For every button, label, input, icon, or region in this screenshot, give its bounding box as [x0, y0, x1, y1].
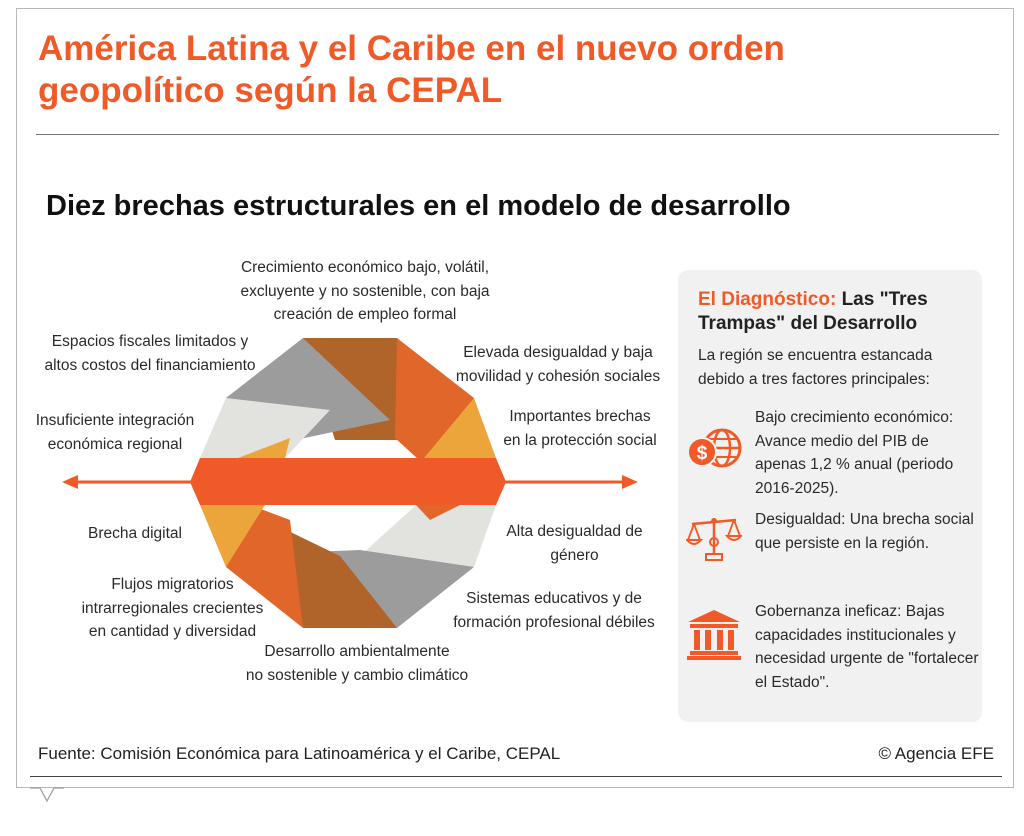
panel-title: [698, 288, 968, 336]
gap-lower-right-line-2: género: [550, 546, 599, 564]
gap-upper-left-line-1: Espacios fiscales limitados y: [51, 333, 249, 350]
svg-text:$: $: [696, 443, 708, 464]
gap-upper-right-line-1: Elevada desigualdad y baja: [463, 344, 653, 361]
panel-intro: La región se encuentra estancada debido a tres factores principales:: [698, 347, 933, 388]
title-line-1: América Latina y el Caribe en el nuevo orden: [38, 29, 785, 68]
credit-text: © Agencia EFE: [878, 744, 994, 763]
gap-upper-right-line-2: movilidad y cohesión sociales: [455, 367, 661, 385]
gap-top-line-3: creación de empleo formal: [273, 306, 457, 323]
gap-top-line-1: Crecimiento económico bajo, volátil,: [240, 259, 490, 276]
gap-right-bottom-line-1: Sistemas educativos y de: [466, 590, 642, 607]
panel-title-rest: Las "Tres Trampas" del Desarrollo: [698, 289, 928, 334]
gap-right-bottom-line-2: formación profesional débiles: [453, 613, 655, 631]
gap-label-upper-left: [30, 330, 270, 377]
gap-bottom-line-1: Desarrollo ambientalmente: [264, 643, 450, 660]
gap-top-line-2: excluyente y no sostenible, con baja: [240, 282, 490, 300]
gap-label-left-bottom: [50, 573, 295, 644]
gap-label-right-bottom: [436, 587, 672, 634]
section-subtitle: Diez brechas estructurales en el modelo de desarrollo: [46, 190, 791, 222]
gap-upper-left-line-2: altos costos del financiamiento: [44, 356, 256, 374]
gap-left-bottom-line-2: intrarregionales crecientes: [81, 599, 264, 617]
gap-mid-right-line-1: Importantes brechas: [509, 408, 651, 425]
gap-lower-right-line-1: Alta desigualdad de: [506, 523, 643, 540]
factor-governance: Gobernanza ineficaz: Bajas capacidades institucionales y necesidad urgente de "fortalecer el Estado".: [755, 603, 979, 691]
gap-label-upper-right: [442, 341, 674, 388]
frame-tail: [30, 787, 64, 807]
gap-bottom-line-2: no sostenible y cambio climático: [245, 666, 469, 684]
footer-divider: [30, 776, 1002, 777]
panel-title-accent: El Diagnóstico:: [698, 289, 837, 310]
diagnosis-panel: [678, 270, 982, 722]
central-band: [190, 458, 506, 505]
gap-lower-left-line-1: Brecha digital: [88, 525, 182, 542]
axis-arrow-left: [62, 475, 78, 489]
source-text: Fuente: Comisión Económica para Latinoamérica y el Caribe, CEPAL: [38, 744, 561, 763]
gap-mid-right-line-2: en la protección social: [503, 431, 657, 449]
gap-label-top: [215, 256, 515, 327]
gap-label-mid-left: [20, 409, 210, 456]
gap-mid-left-line-1: Insuficiente integración: [35, 412, 195, 429]
gap-left-bottom-line-1: Flujos migratorios: [111, 576, 234, 593]
balance-scale-icon: [686, 512, 742, 564]
globe-dollar-icon: [686, 426, 742, 470]
title-line-2: geopolítico según la CEPAL: [38, 71, 503, 110]
gap-label-bottom: [222, 640, 492, 687]
gap-label-mid-right: [490, 405, 670, 452]
gap-label-lower-left: [60, 522, 210, 546]
gap-label-lower-right: [492, 520, 657, 567]
factor-low-growth: Bajo crecimiento económico: Avance medio del PIB de apenas 1,2 % anual (periodo 2016-2025).: [755, 409, 954, 497]
factor-inequality: Desigualdad: Una brecha social que persiste en la región.: [755, 511, 974, 552]
gap-left-bottom-line-3: en cantidad y diversidad: [88, 623, 257, 640]
government-building-icon: [686, 608, 742, 660]
gap-mid-left-line-2: económica regional: [47, 435, 183, 453]
axis-arrow-right: [622, 475, 638, 489]
